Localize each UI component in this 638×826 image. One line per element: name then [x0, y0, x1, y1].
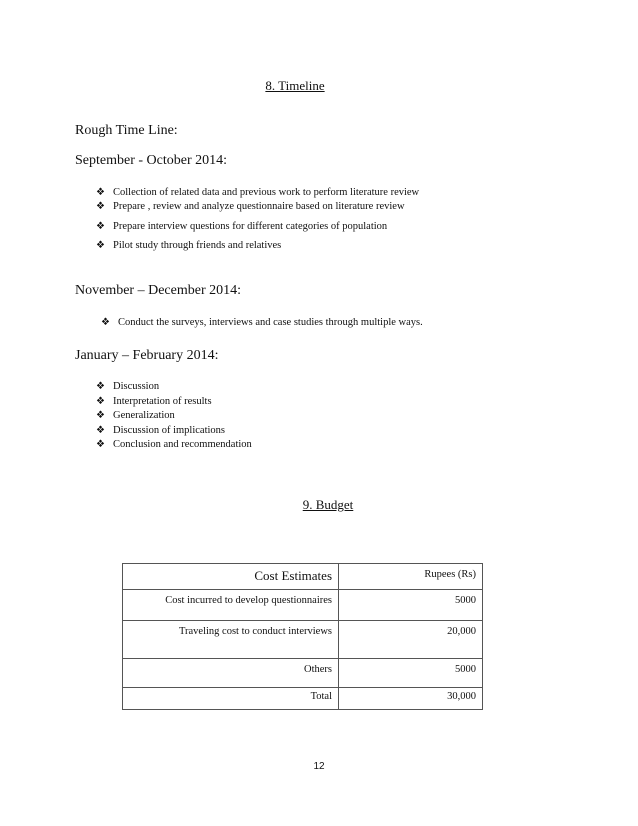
diamond-bullet-icon: ❖	[96, 424, 105, 436]
diamond-bullet-icon: ❖	[96, 240, 105, 251]
diamond-bullet-icon: ❖	[96, 395, 105, 407]
row-amount: 20,000	[339, 621, 483, 659]
list-item: ❖ Discussion of implications	[96, 424, 252, 439]
diamond-bullet-icon: ❖	[96, 381, 105, 392]
list-item: ❖ Prepare , review and analyze questionnaire based on literature review	[96, 201, 405, 212]
list-item: ❖ Collection of related data and previous work to perform literature review	[96, 187, 420, 198]
table-row	[123, 659, 483, 688]
page-number: 12	[313, 761, 325, 772]
row-label: Total	[123, 688, 339, 710]
diamond-bullet-icon: ❖	[96, 187, 105, 198]
table-header-row	[123, 564, 483, 590]
diamond-bullet-icon: ❖	[96, 201, 105, 212]
table-row-total	[123, 688, 483, 710]
list-item: ❖ Prepare interview questions for different categories of population	[96, 221, 388, 232]
period-nov-dec-list	[101, 317, 423, 328]
table-row	[123, 621, 483, 659]
diamond-bullet-icon: ❖	[101, 317, 110, 328]
row-label: Traveling cost to conduct interviews	[123, 621, 339, 659]
list-item: ❖ Discussion	[96, 380, 252, 395]
period-jan-feb-label: January – February 2014:	[75, 348, 219, 363]
column-header-cost: Cost Estimates	[123, 564, 339, 590]
table-row	[123, 590, 483, 621]
budget-table	[122, 563, 483, 710]
diamond-bullet-icon: ❖	[96, 221, 105, 232]
row-amount: 5000	[339, 659, 483, 688]
row-label: Cost incurred to develop questionnaires	[123, 590, 339, 621]
row-label: Others	[123, 659, 339, 688]
list-item: ❖ Generalization	[96, 409, 252, 424]
diamond-bullet-icon: ❖	[96, 439, 105, 450]
period-jan-feb-list	[96, 380, 252, 453]
row-amount: 5000	[339, 590, 483, 621]
budget-heading: 9. Budget	[302, 497, 354, 512]
row-amount: 30,000	[339, 688, 483, 710]
period-sep-oct-list	[96, 187, 419, 254]
timeline-heading: 8. Timeline	[265, 78, 325, 93]
rough-timeline-label: Rough Time Line:	[75, 123, 178, 138]
list-item: ❖ Interpretation of results	[96, 395, 252, 410]
list-item: ❖ Pilot study through friends and relatives	[96, 240, 282, 251]
list-item: ❖ Conclusion and recommendation	[96, 438, 252, 453]
diamond-bullet-icon: ❖	[96, 410, 105, 421]
period-sep-oct-label: September - October 2014:	[75, 153, 228, 168]
list-item: ❖ Conduct the surveys, interviews and case studies through multiple ways.	[101, 317, 423, 328]
column-header-rupees: Rupees (Rs)	[339, 564, 483, 590]
period-nov-dec-label: November – December 2014:	[75, 283, 241, 298]
